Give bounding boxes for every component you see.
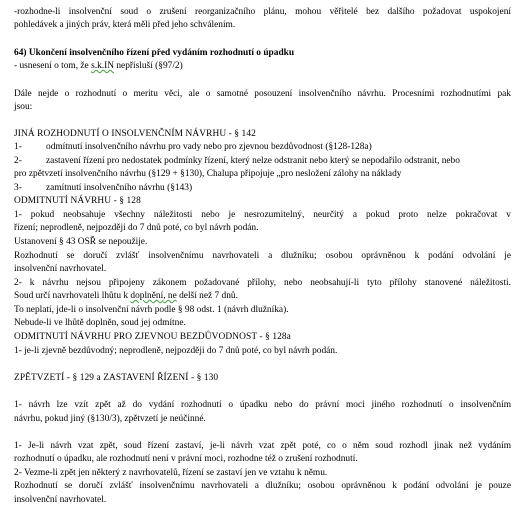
odmitnuti-line: Rozhodnutí se doručí zvlášť insolvenčnímu navrhovateli a dlužníku; osobou oprávněnou k podání odvolání je — [14, 251, 511, 261]
heading-bezduvodnost: ODMITNUTÍ NÁVRHU PRO ZJEVNOU BEZDŮVODNOST - § 128a — [14, 332, 291, 342]
spellcheck-word: doplnění — [130, 291, 164, 301]
spellcheck-word: s.k.IN — [91, 61, 114, 71]
list-item-continuation: pro zpětvzetí insolvenčního návrhu (§129 + §130), Chalupa připojuje „pro nesložení zálohy na náklady — [14, 169, 402, 179]
heading-odmitnuti: ODMITNUTÍ NÁVRHU - § 128 — [14, 196, 141, 206]
list-item: 3- zamítnutí insolvenčního návrhu (§143) — [14, 183, 193, 193]
zpetvzeti-line: Rozhodnutí se doručí zvlášť insolvenčnímu navrhovateli a dlužníku; osobou oprávněnou k podání odvolání je pouze — [14, 481, 511, 491]
zpetvzeti-line: 1- Je-li návrh vzat zpět, soud řízení zastaví, je-li návrh vzat zpět poté, co o něm soud rozhodl jinak než vydáním — [14, 441, 511, 451]
heading-jine-rozhodnuti: JINÁ ROZHODNUTÍ O INSOLVENČNÍM NÁVRHU - § 142 — [14, 129, 256, 139]
odmitnuti-line: 2- k návrhu nejsou připojeny zákonem požadované přílohy, nebo neobsahují-li tyto přílohy stanovené náležitosti. — [14, 278, 511, 288]
paragraph-line: Dále nejde o rozhodnutí o meritu věci, ale o samotné posouzení insolvenčního návrhu. Procesními rozhodnutími pak — [14, 89, 511, 99]
odmitnuti-line: Nebude-li ve lhůtě doplněn, soud jej odmítne. — [14, 318, 186, 328]
zpetvzeti-line: návrhu, pokud jiný (§130/3), zpětvzetí je neúčinné. — [14, 414, 206, 424]
intro-line: -rozhodne-li insolvenční soud o zrušení reorganizačního plánu, mohou věřitelé bez dalšího požadovat uspokojení — [14, 7, 511, 17]
list-item: 2- zastavení řízení pro nedostatek podmínky řízení, který nelze odstranit nebo který se nepodařilo odstranit, nebo — [14, 156, 460, 166]
zpetvzeti-line: 2- Vezme-li zpět jen některý z navrhovatelů, řízení se zastaví jen ve vztahu k němu. — [14, 468, 328, 478]
intro-line: pohledávek a jiných práv, která měli před jeho schválením. — [14, 20, 236, 30]
zpetvzeti-line: rozhodnutí o úpadku, ale rozhodnutí není v právní moci, rozhodne též o zrušení rozhodnutí. — [14, 454, 358, 464]
heading-zpetvzeti: ZPĚTVZETÍ - § 129 a ZASTAVENÍ ŘÍZENÍ - § 130 — [14, 373, 219, 383]
odmitnuti-line: To neplatí, jde-li o insolvenční návrh podle § 98 odst. 1 (návrh dlužníka). — [14, 305, 289, 315]
odmitnuti-line: Ustanovení § 43 OSŘ se nepoužije. — [14, 237, 148, 247]
list-item: 1- odmítnutí insolvenčního návrhu pro vady nebo pro zjevnou bezdůvodnost (§128-128a) — [14, 142, 372, 152]
zpetvzeti-line: 1- návrh lze vzít zpět až do vydání rozhodnutí o úpadku nebo do právní moci jiného rozhodnutí o insolvenčním — [14, 400, 511, 410]
paragraph-line: jsou: — [14, 102, 33, 112]
odmitnuti-line: 1- pokud neobsahuje všechny náležitosti nebo je nesrozumitelný, neurčitý a pokud proto nelze pokračovat v — [14, 210, 511, 220]
odmitnuti-line: řízení; neprodleně, nejpozději do 7 dnů poté, co byl návrh podán. — [14, 223, 259, 233]
zpetvzeti-line: insolvenční navrhovatel. — [14, 495, 107, 505]
odmitnuti-line: Soud určí navrhovateli lhůtu k doplnění, ne delší než 7 dnů. — [14, 291, 238, 301]
odmitnuti-line: insolvenční navrhovatel. — [14, 264, 107, 274]
section-heading: 64) Ukončení insolvenčního řízení před vydáním rozhodnutí o úpadku — [14, 48, 295, 58]
section-subtitle: - usnesení o tom, že s.k.IN nepřísluší (§97/2) — [14, 61, 183, 71]
spellcheck-word: , ne — [163, 291, 177, 301]
bezduvodnost-line: 1- je-li zjevně bezdůvodný; neprodleně, nejpozději do 7 dnů poté, co byl návrh podán. — [14, 346, 338, 356]
